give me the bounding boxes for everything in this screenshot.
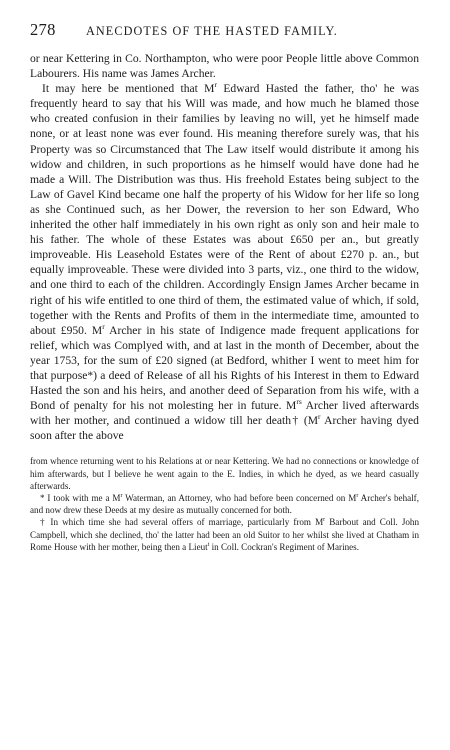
- superscript: r: [120, 493, 123, 500]
- footnote-gap: [30, 443, 419, 455]
- footnote-dagger: [30, 516, 419, 553]
- footnote-continued: [30, 455, 419, 492]
- text-run: Edward Hasted the father, tho' he was frequently heard to say that his Will was made, and how much he blamed those who created confusion in their families by leaving no will, yet he himself made none, or at least none was ever found. His meaning therefore surely was, that his Property was so Circumstanced that The Law itself would distribute it among his widow and children, in such proportions as he himself would have done had he made a Will. The Distribution was thus. His freehold Estates being subject to the Law of Gavel Kind became one half the property of his Widow for her life so long as she Continued such, as her Dower, the reversion to her son Edward, Who inherited the other half immediately in his own right as only son and heir male to his father. The whole of these Estates was about £650 per an., but greatly improveable. His Leasehold Estates were of the Rent of about £270 p. an., but equally improveable. These were divided into 3 parts, viz., one third to the widow, and one third to each of the children. Accordingly Ensign James Archer became in right of his wife entitled to one third of them, the estimated value of which, if sold, together with the Rents and Profits of them in the intermediate time, amounted to about £950. M: [30, 82, 419, 337]
- text-run: Waterman, an Attorney, who had before been concerned on M: [122, 493, 357, 504]
- paragraph-will: [30, 81, 419, 443]
- superscript: rs: [296, 397, 302, 407]
- text-run: It may here be mentioned that M: [42, 82, 215, 96]
- text-run: * I took with me a M: [40, 493, 121, 504]
- text-run: † In which time she had several offers of marriage, particularly from M: [40, 517, 324, 528]
- footnotes: [30, 455, 419, 553]
- text-run: Barbout and Coll. John Campbell, which she declined, tho' the latter had been an old Suitor to her whilst she lived at Chatham in Rome House with her mother, being then a Lieut: [30, 517, 420, 552]
- main-text: [30, 51, 419, 443]
- superscript: t: [207, 541, 210, 548]
- paragraph-text: or near Kettering in Co. Northampton, who were poor People little above Common Labourers. His name was James Archer.: [30, 52, 419, 81]
- superscript: r: [318, 412, 321, 422]
- superscript: r: [356, 493, 359, 500]
- page-header: [30, 20, 419, 44]
- page-number: 278: [30, 20, 56, 39]
- footnote-asterisk: [30, 492, 419, 516]
- superscript: r: [323, 517, 326, 524]
- text-run: Archer's behalf, and now drew these Deeds at my desire as mutually concerned for both.: [30, 493, 419, 516]
- footnote-text: from whence returning went to his Relations at or near Kettering. We had no connections or knowledge of him afterwards, but I believe he went again to the E. Indies, in which he dyed, as we heard casually afterwards.: [30, 456, 419, 491]
- running-head: ANECDOTES OF THE HASTED FAMILY.: [86, 24, 338, 38]
- text-run: in Coll. Cockran's Regiment of Marines.: [209, 541, 359, 552]
- superscript: r: [214, 80, 217, 90]
- text-run: Archer having dyed soon after the above: [30, 414, 419, 443]
- text-run: Archer in his state of Indigence made frequent applications for relief, which was Complyed with, and at last in the month of December, about the year 1753, for the sum of £20 signed (at Bedford, whither I went to meet him for that purpose*) a deed of Release of all his Rights of his Interest in them to Edward Hasted the son and his heirs, and another deed of Separation from his wife, with a Bond of penalty for his not molesting her in future. M: [30, 323, 419, 413]
- superscript: r: [102, 321, 105, 331]
- book-page: [30, 20, 419, 553]
- text-run: Archer lived afterwards with her mother, and continued a widow till her death† (M: [30, 399, 420, 428]
- paragraph-continued: [30, 51, 419, 81]
